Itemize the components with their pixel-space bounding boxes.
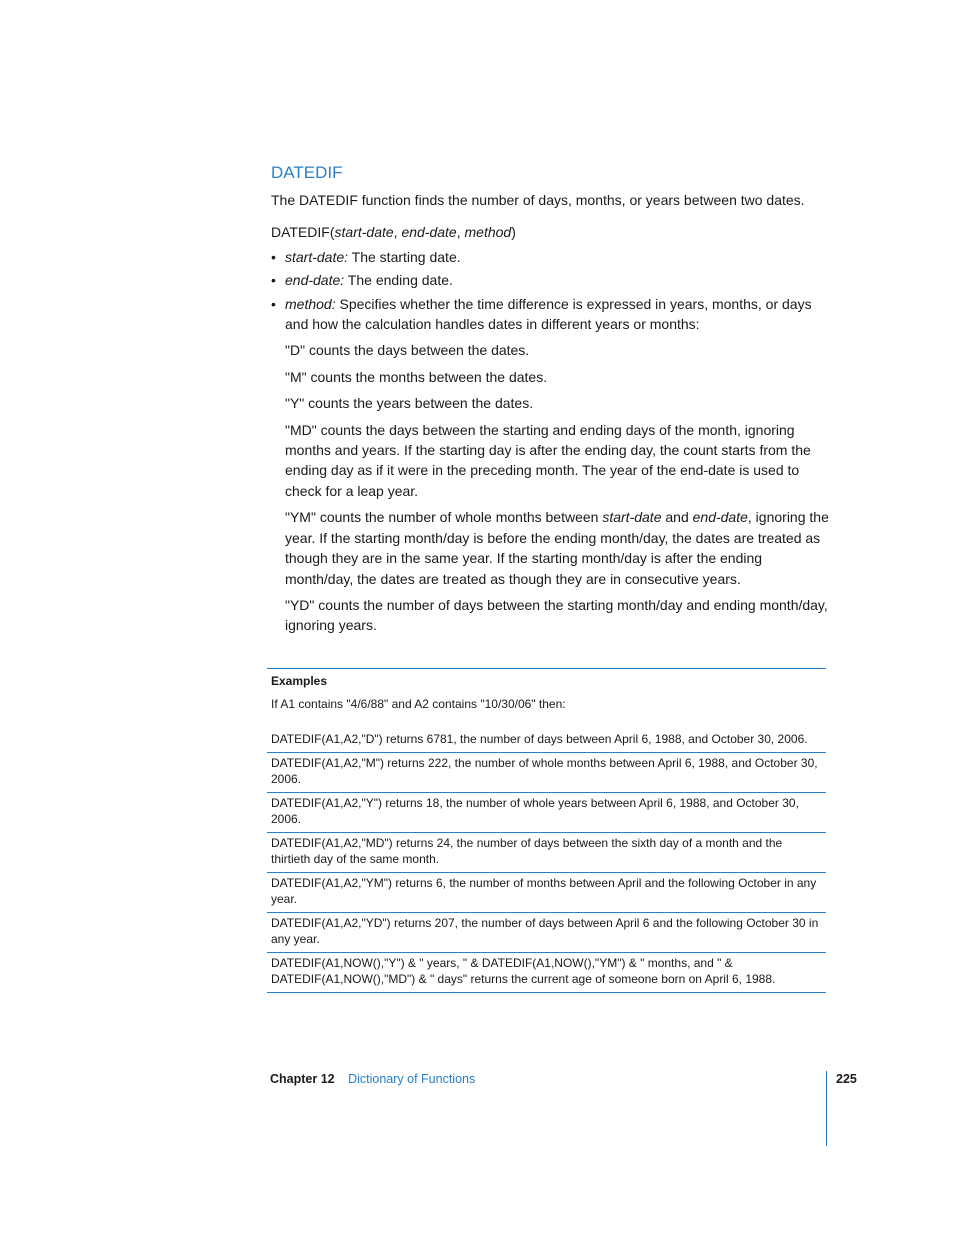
example-row: DATEDIF(A1,A2,"D") returns 6781, the number of days between April 6, 1988, and October 30, 2006. — [267, 731, 826, 753]
footer-divider — [826, 1071, 827, 1146]
example-row: DATEDIF(A1,A2,"YD") returns 207, the number of days between April 6 and the following October 30 in any year. — [267, 913, 826, 953]
param-name: end-date: — [285, 272, 345, 289]
bullet: • — [271, 272, 276, 289]
page-number: 225 — [836, 1072, 857, 1086]
example-row: DATEDIF(A1,A2,"YM") returns 6, the number of months between April and the following October in any year. — [267, 873, 826, 913]
syntax-separator: , — [393, 224, 402, 241]
footer-chapter-title: Dictionary of Functions — [348, 1072, 476, 1086]
method-notes — [285, 340, 831, 635]
parameter-list — [271, 247, 831, 335]
param-end-date — [271, 270, 831, 290]
main-content — [271, 160, 831, 636]
syntax-function-name: DATEDIF — [271, 224, 330, 241]
method-note-yd: "YD" counts the number of days between the starting month/day and ending month/day, ignoring years. — [285, 596, 828, 634]
example-row: DATEDIF(A1,A2,"Y") returns 18, the number of whole years between April 6, 1988, and October 30, 2006. — [267, 793, 826, 833]
syntax-open-paren: ( — [329, 224, 335, 241]
syntax-arg-end-date: end-date — [401, 224, 457, 241]
example-row: DATEDIF(A1,A2,"M") returns 222, the number of whole months between April 6, 1988, and October 30, 2006. — [267, 753, 826, 793]
note-text: , ignoring the year. If the starting month/day is before the ending month/day, the dates are treated as though they are in the same year. If the starting month/day is after the ending month/day, the dates are treated as though they are in consecutive years. — [285, 509, 829, 587]
section-title: DATEDIF — [271, 163, 343, 182]
bullet: • — [271, 295, 276, 312]
method-note-md: "MD" counts the days between the starting and ending days of the month, ignoring months and years. If the starting day is after the ending day, the count starts from the ending day as if it were in the preceding month. The year of the end-date is used to check for a leap year. — [285, 421, 811, 499]
method-note-d: "D" counts the days between the dates. — [285, 342, 530, 359]
note-text: "YM" counts the number of whole months between — [285, 509, 603, 526]
example-row: DATEDIF(A1,NOW(),"Y") & " years, " & DATEDIF(A1,NOW(),"YM") & " months, and " & DATEDIF(A1,NOW(),"MD") & " days" returns the current age of someone born on April 6, 1988. — [267, 953, 826, 993]
note-term: end-date — [692, 509, 748, 526]
section-intro: The DATEDIF function finds the number of days, months, or years between two dates. — [271, 192, 805, 208]
example-row: DATEDIF(A1,A2,"MD") returns 24, the number of days between the sixth day of a month and the thirtieth day of the same month. — [267, 833, 826, 873]
footer-chapter: Chapter 12 — [270, 1072, 335, 1086]
syntax-arg-method: method — [464, 224, 512, 241]
syntax-separator: , — [456, 224, 465, 241]
page-footer — [270, 1072, 475, 1086]
param-desc: The starting date. — [348, 248, 461, 265]
param-method — [271, 294, 831, 335]
syntax-arg-start-date: start-date — [334, 224, 394, 241]
examples-table — [267, 668, 826, 993]
param-desc: Specifies whether the time difference is expressed in years, months, or days and how the calculation handles dates in different years or months: — [285, 295, 812, 333]
param-desc: The ending date. — [344, 272, 453, 289]
bullet: • — [271, 248, 276, 265]
param-name: start-date: — [285, 248, 349, 265]
note-text: and — [661, 509, 693, 526]
note-term: start-date — [602, 509, 662, 526]
examples-intro: If A1 contains "4/6/88" and A2 contains "10/30/06" then: — [271, 697, 566, 711]
param-name: method: — [285, 295, 336, 312]
syntax-line — [271, 222, 831, 242]
method-note-ym — [285, 507, 831, 589]
syntax-close-paren: ) — [511, 224, 516, 241]
method-note-m: "M" counts the months between the dates. — [285, 368, 548, 385]
method-note-y: "Y" counts the years between the dates. — [285, 395, 534, 412]
param-start-date — [271, 247, 831, 267]
examples-heading: Examples — [271, 674, 328, 688]
